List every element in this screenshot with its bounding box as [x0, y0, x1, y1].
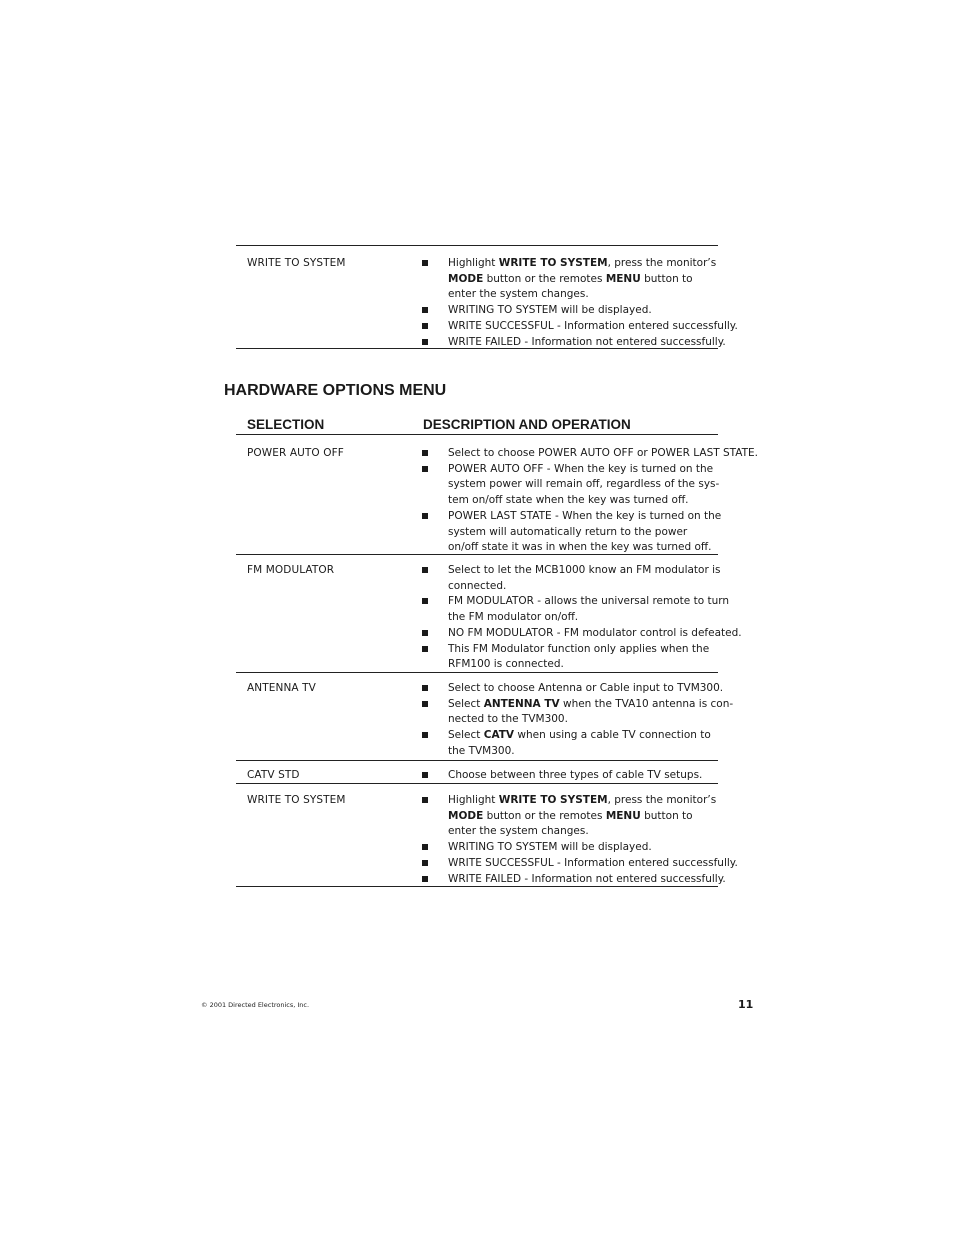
table-row — [236, 563, 742, 673]
emphasis-text: ANTENNA TV — [483, 697, 560, 710]
top-table-rule-top — [236, 245, 718, 246]
description-list — [422, 768, 722, 784]
description-line: enter the system changes. — [448, 825, 589, 838]
square-bullet-icon — [422, 844, 428, 850]
square-bullet-icon — [422, 701, 428, 707]
emphasis-text: WRITE TO SYSTEM — [498, 794, 608, 806]
emphasis-text: MODE — [448, 272, 484, 285]
list-item — [422, 728, 722, 759]
square-bullet-icon — [422, 685, 428, 691]
description-line: MODE button or the remotes MENU button to — [448, 272, 693, 285]
description-line: enter the system changes. — [448, 288, 589, 301]
description-line: system power will remain off, regardless of the sys- — [448, 478, 720, 491]
description-line: NO FM MODULATOR - FM modulator control is defeated. — [448, 626, 742, 639]
square-bullet-icon — [422, 466, 428, 472]
description-line: Select CATV when using a cable TV connection to — [448, 729, 711, 742]
description-line: on/off state it was in when the key was turned off. — [448, 541, 712, 554]
top-table-rule-bottom — [236, 348, 718, 349]
emphasis-text: MENU — [605, 809, 641, 822]
header-rule — [236, 434, 718, 435]
selection-label: WRITE TO SYSTEM — [247, 257, 346, 269]
description-line: Select ANTENNA TV when the TVA10 antenna is con- — [448, 697, 734, 710]
description-line: system will automatically return to the power — [448, 525, 688, 538]
list-item — [422, 509, 722, 556]
list-item — [422, 840, 722, 856]
description-line: RFM100 is connected. — [448, 658, 564, 671]
table-row — [236, 793, 738, 887]
description-line: This FM Modulator function only applies when the — [448, 642, 710, 655]
selection-label: POWER AUTO OFF — [247, 447, 344, 459]
square-bullet-icon — [422, 630, 428, 636]
row-divider — [236, 672, 718, 673]
description-line: the TVM300. — [448, 744, 515, 757]
square-bullet-icon — [422, 323, 428, 329]
selection-label: FM MODULATOR — [247, 564, 335, 576]
description-list — [422, 563, 742, 673]
description — [422, 563, 742, 673]
description-line: nected to the TVM300. — [448, 713, 568, 726]
description-line: POWER AUTO OFF - When the key is turned on the — [448, 462, 714, 475]
square-bullet-icon — [422, 307, 428, 313]
description-line: WRITING TO SYSTEM will be displayed. — [448, 304, 652, 317]
square-bullet-icon — [422, 860, 428, 866]
description-list — [422, 446, 758, 556]
description-list — [422, 256, 738, 350]
table-row — [236, 256, 738, 350]
section-title: HARDWARE OPTIONS MENU — [224, 382, 447, 399]
description-line: Choose between three types of cable TV setups. — [448, 769, 703, 781]
square-bullet-icon — [422, 876, 428, 882]
column-header-selection: SELECTION — [247, 417, 325, 432]
column-header-description: DESCRIPTION AND OPERATION — [423, 417, 631, 432]
description — [422, 256, 738, 350]
list-item — [422, 594, 730, 625]
description-line: connected. — [448, 579, 507, 592]
table-rule-bottom — [236, 886, 718, 887]
description — [422, 681, 734, 760]
description-line: Highlight WRITE TO SYSTEM, press the monitor’s — [448, 794, 717, 806]
list-item — [422, 793, 722, 840]
description-line: WRITE SUCCESSFUL - Information entered successfully. — [448, 856, 738, 869]
description-line: MODE button or the remotes MENU button to — [448, 809, 693, 822]
emphasis-text: MODE — [448, 809, 484, 822]
square-bullet-icon — [422, 339, 428, 345]
list-item — [422, 642, 722, 673]
selection-label: ANTENNA TV — [247, 682, 316, 694]
emphasis-text: WRITE TO SYSTEM — [498, 257, 608, 269]
description-line: Select to choose Antenna or Cable input to TVM300. — [448, 682, 724, 694]
description-list — [422, 681, 734, 760]
description-line: Select to choose POWER AUTO OFF or POWER LAST STATE. — [448, 447, 758, 459]
description-line: WRITING TO SYSTEM will be displayed. — [448, 841, 652, 854]
table-row — [236, 446, 758, 556]
square-bullet-icon — [422, 567, 428, 573]
description-line: the FM modulator on/off. — [448, 611, 579, 624]
square-bullet-icon — [422, 797, 428, 803]
description-line: WRITE FAILED - Information not entered successfully. — [448, 872, 726, 885]
row-divider — [236, 554, 718, 555]
list-item — [422, 697, 734, 728]
table-row — [236, 681, 734, 761]
description — [422, 768, 722, 784]
top-table — [236, 256, 738, 350]
selection-label: WRITE TO SYSTEM — [247, 794, 346, 806]
list-item — [422, 872, 726, 888]
list-item — [422, 768, 722, 784]
list-item — [422, 681, 722, 697]
row-divider — [236, 760, 718, 761]
square-bullet-icon — [422, 772, 428, 778]
square-bullet-icon — [422, 450, 428, 456]
emphasis-text: CATV — [483, 729, 515, 742]
description-list — [422, 793, 738, 887]
list-item — [422, 303, 722, 319]
square-bullet-icon — [422, 598, 428, 604]
square-bullet-icon — [422, 260, 428, 266]
list-item — [422, 462, 722, 509]
row-divider — [236, 783, 718, 784]
description-line: WRITE SUCCESSFUL - Information entered successfully. — [448, 319, 738, 332]
list-item — [422, 446, 758, 462]
list-item — [422, 626, 742, 642]
description-line: WRITE FAILED - Information not entered successfully. — [448, 335, 726, 348]
list-item — [422, 856, 738, 872]
square-bullet-icon — [422, 646, 428, 652]
square-bullet-icon — [422, 513, 428, 519]
description-line: tem on/off state when the key was turned off. — [448, 494, 689, 507]
description-line: FM MODULATOR - allows the universal remote to turn — [448, 595, 730, 608]
description-line: Select to let the MCB1000 know an FM modulator is — [448, 564, 721, 576]
description — [422, 446, 758, 556]
square-bullet-icon — [422, 732, 428, 738]
emphasis-text: MENU — [605, 272, 641, 285]
copyright: © 2001 Directed Electronics, Inc. — [201, 1001, 310, 1009]
page-number: 11 — [738, 998, 754, 1011]
description — [422, 793, 738, 887]
description-line: POWER LAST STATE - When the key is turned on the — [448, 509, 722, 522]
list-item — [422, 256, 722, 303]
description-line: Highlight WRITE TO SYSTEM, press the monitor’s — [448, 257, 717, 269]
selection-label: CATV STD — [247, 769, 300, 781]
list-item — [422, 563, 722, 594]
list-item — [422, 319, 738, 335]
